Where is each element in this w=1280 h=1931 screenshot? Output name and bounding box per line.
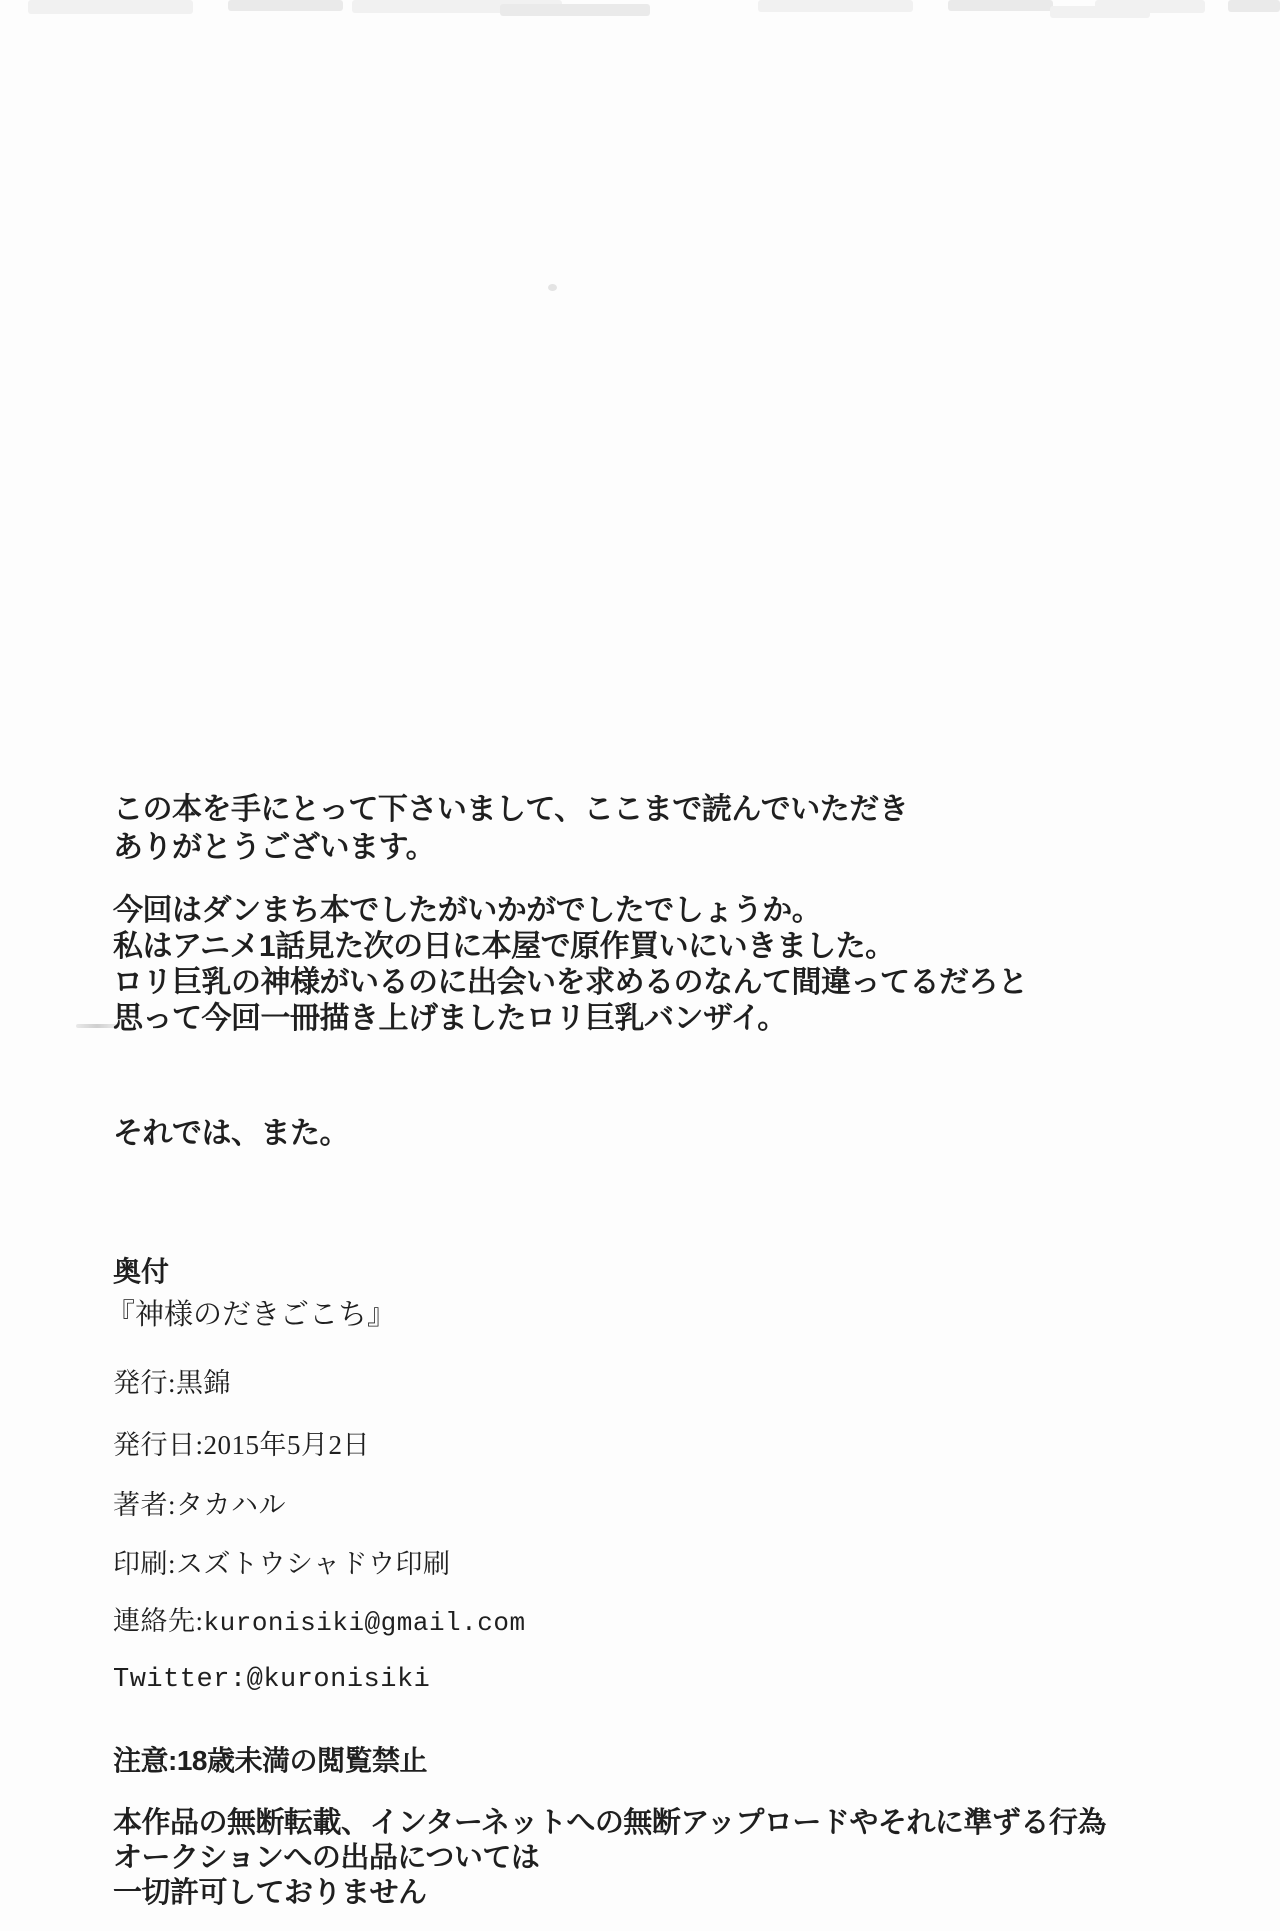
- publisher-line: 発行:黒錦: [113, 1368, 232, 1398]
- afterword-line: 私はアニメ1話見た次の日に本屋で原作買いにいきました。: [113, 930, 895, 963]
- message-line: ありがとうございます。: [113, 831, 436, 864]
- legal-line: 一切許可しておりません: [113, 1877, 427, 1909]
- afterword-line: ロリ巨乳の神様がいるのに出会いを求めるのなんて間違ってるだろと: [113, 966, 1028, 999]
- age-notice: 注意:18歳未満の閲覧禁止: [113, 1745, 427, 1776]
- legal-line: 本作品の無断転載、インターネットへの無断アップロードやそれに準ずる行為: [113, 1807, 1106, 1839]
- contact-line: [113, 1599, 526, 1638]
- scan-artifact: [948, 0, 1053, 11]
- afterword-line: 今回はダンまち本でしたがいかがでしたでしょうか。: [113, 894, 822, 927]
- thank-you-message: [113, 791, 908, 867]
- scan-artifact: [758, 0, 913, 12]
- afterword-line: 思って今回一冊描き上げましたロリ巨乳バンザイ。: [113, 1002, 787, 1035]
- author-line: 著者:タカハル: [113, 1490, 287, 1520]
- contact-email: kuronisiki@gmail.com: [203, 1608, 526, 1638]
- closing-text: それでは、また。: [113, 1117, 349, 1150]
- scan-artifact: [228, 0, 343, 11]
- message-line: この本を手にとって下さいまして、ここまで読んでいただき: [113, 793, 909, 826]
- legal-notice: [113, 1806, 1106, 1911]
- printer-line: 印刷:スズトウシャドウ印刷: [113, 1549, 451, 1579]
- scan-artifact: [28, 0, 193, 14]
- twitter-line: Twitter:@kuronisiki: [113, 1665, 431, 1695]
- contact-label: 連絡先:: [113, 1606, 204, 1636]
- legal-line: オークションへの出品については: [113, 1842, 540, 1874]
- scan-artifact: [1228, 0, 1280, 12]
- scan-artifact: [500, 4, 650, 16]
- book-title: 『神様のだきごこち』: [106, 1299, 397, 1331]
- scan-dash: [76, 1024, 118, 1028]
- scan-artifact: [1095, 0, 1205, 13]
- publish-date-line: 発行日:2015年5月2日: [113, 1430, 371, 1460]
- afterword-body: [113, 893, 1028, 1037]
- scan-speck: [548, 284, 557, 291]
- colophon-heading: 奥付: [113, 1256, 170, 1287]
